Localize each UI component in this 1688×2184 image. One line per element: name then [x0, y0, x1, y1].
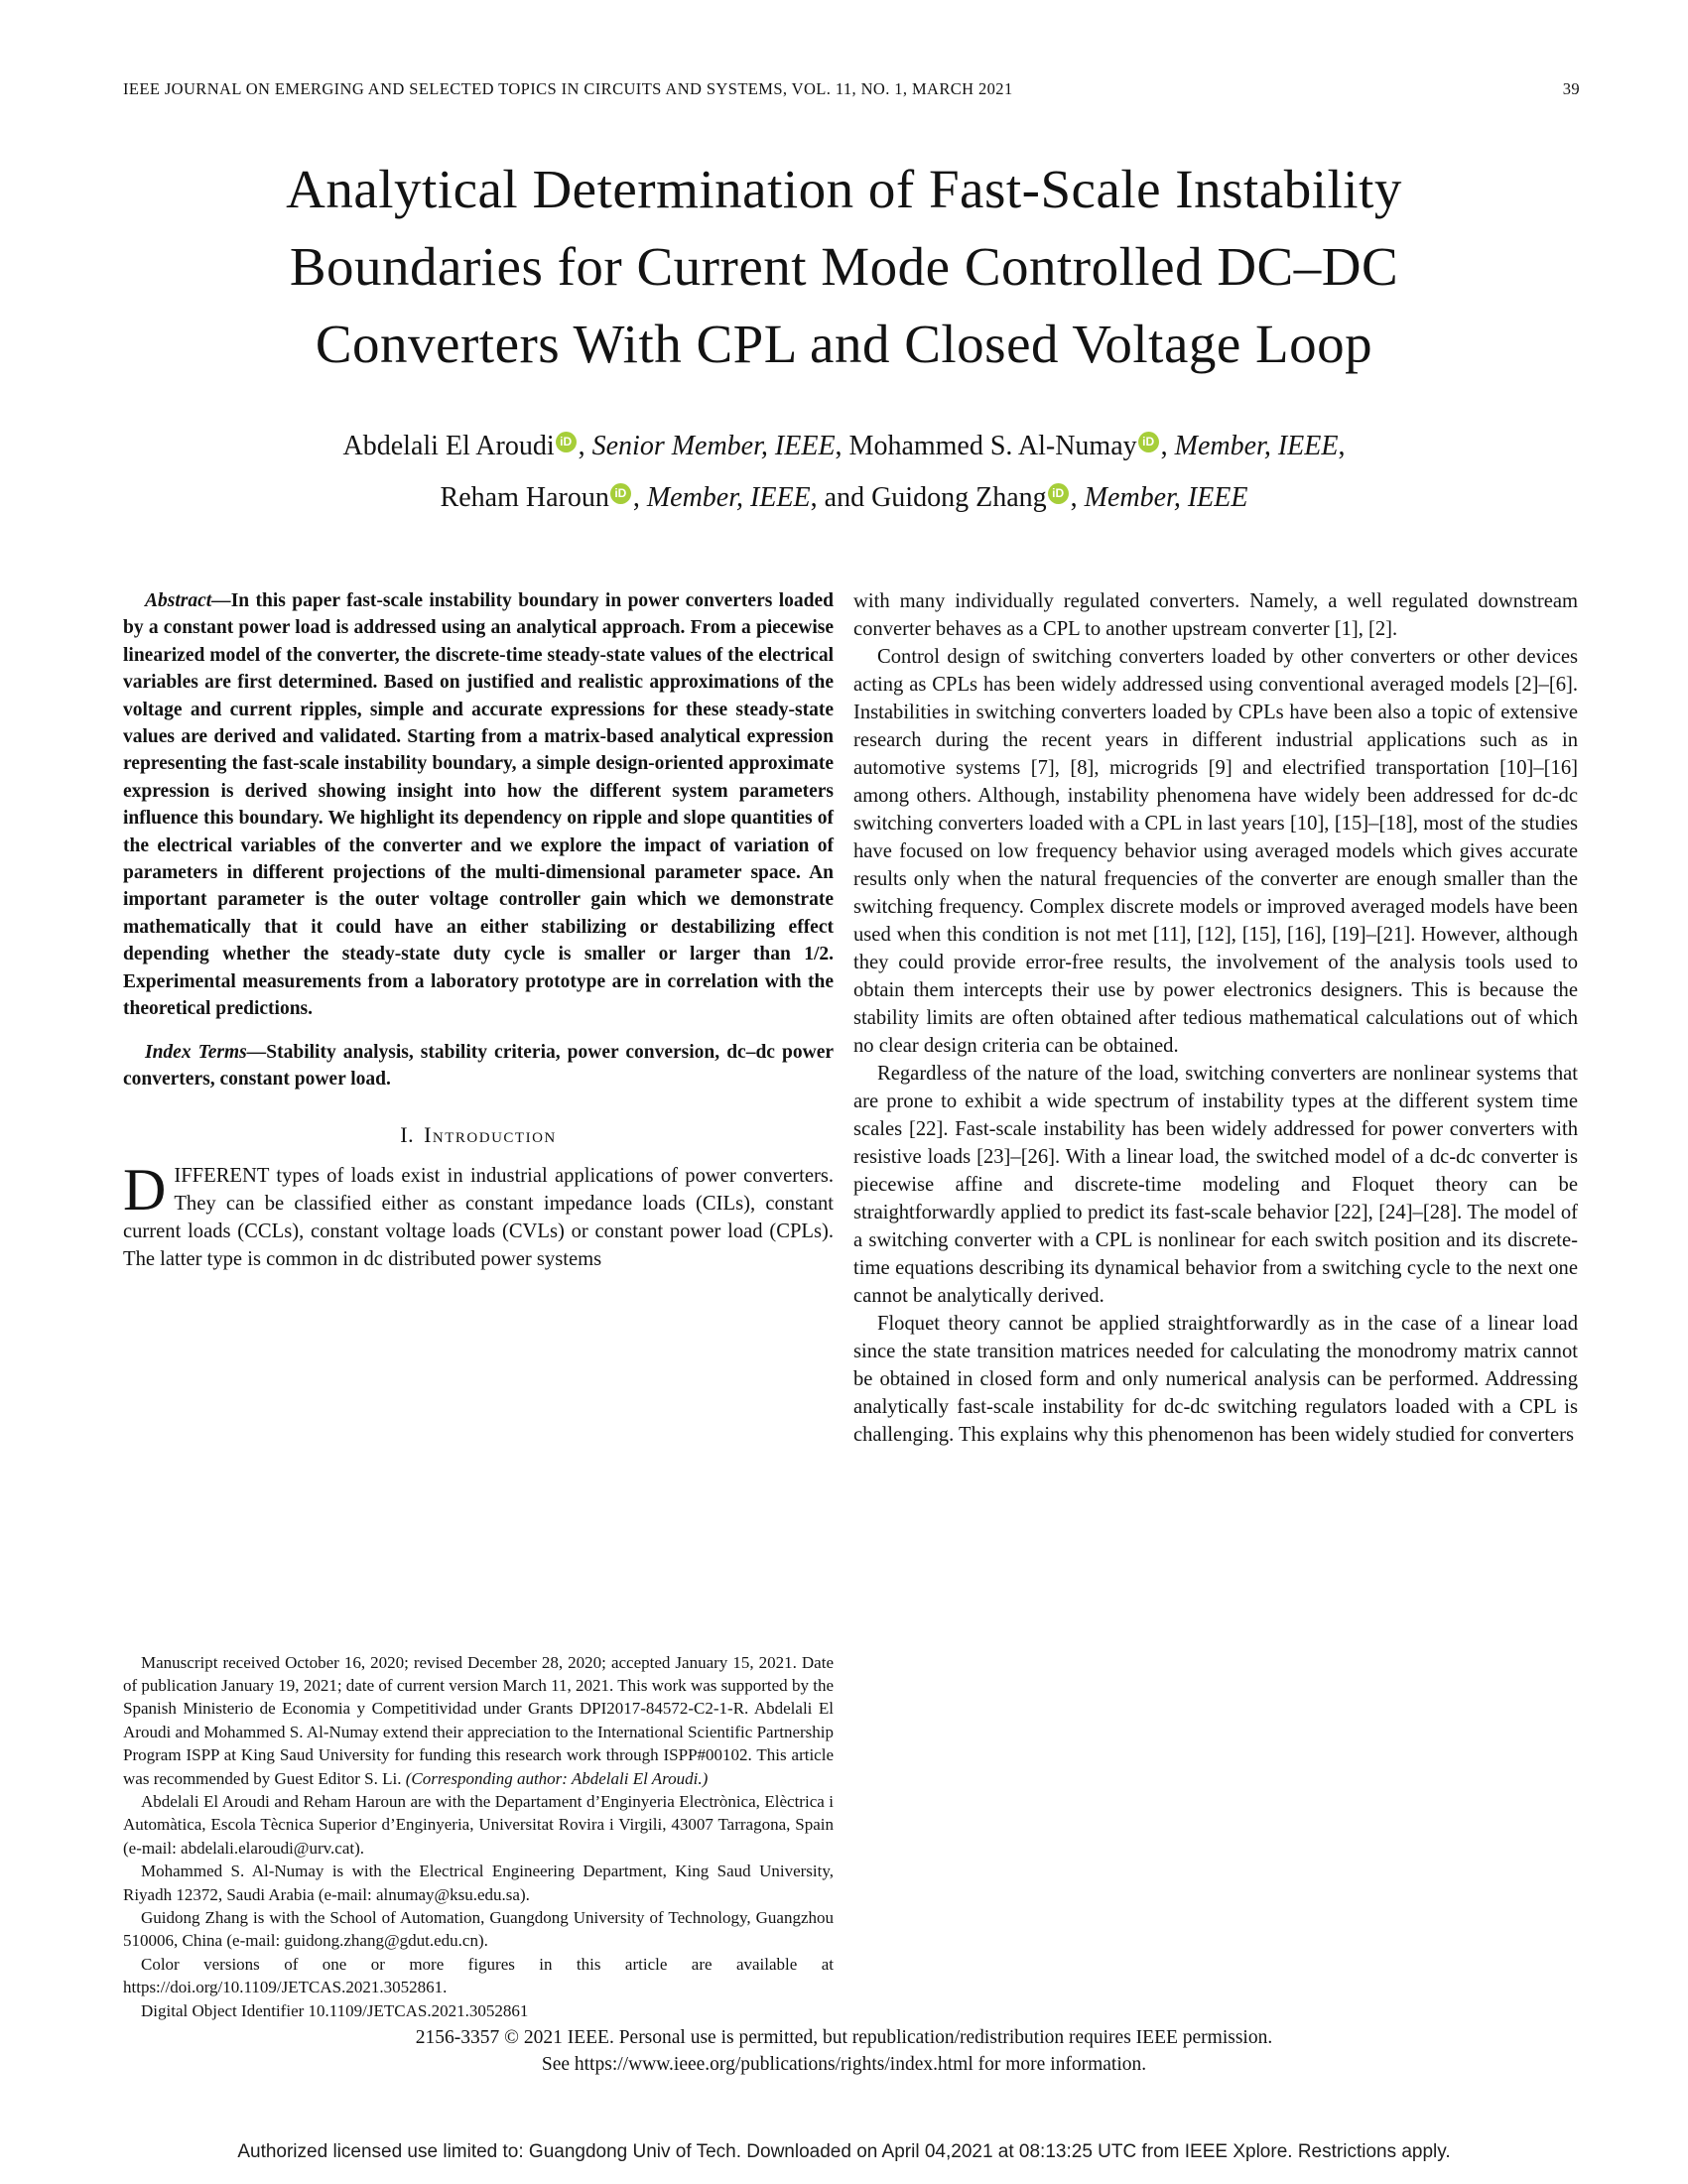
- author-role: Member, IEEE: [1174, 431, 1339, 461]
- running-head: [123, 79, 1580, 99]
- body-paragraph: Regardless of the nature of the load, switching converters are nonlinear systems that are prone to exhibit a wide spectrum of instability types at the different system time scales [22]. Fast-scale instability has been widely addressed for power converters with resistive loads [23]–[26]. With a linear load, the switched model of a dc-dc converter is piecewise affine and discrete-time modeling and Floquet theory can be straightforwardly applied to predict its fast-scale behavior [22], [24]–[28]. The model of a switching converter with a CPL is nonlinear for each switch position and its discrete-time equations describing its dynamical behavior from a switching cycle to the next one cannot be analytically derived.: [853, 1063, 1578, 1307]
- author-role: Senior Member, IEEE: [591, 431, 836, 461]
- author-separator: ,: [1160, 431, 1175, 461]
- author-separator: ,: [1070, 482, 1085, 513]
- body-paragraph: Control design of switching converters loaded by other converters or other devices acting as CPLs has been widely addressed using conventional averaged models [2]–[6]. Instabilities in switching converters loaded by CPLs have been also a topic of extensive research during the recent years in different industrial applications such as in automotive systems [7], [8], microgrids [9] and electrified transportation [10]–[16] among others. Although, instability phenomena have widely been addressed for dc-dc switching converters loaded with a CPL in last years [10], [15]–[18], most of the studies have focused on low frequency behavior using averaged models which gives accurate results only when the natural frequencies of the converter are enough smaller than the switching frequency. Complex discrete models or improved averaged models have been used when this condition is not met [11], [12], [15], [16], [19]–[21]. However, although they could provide error-free results, the involvement of the analysis tools used to obtain them intercepts their use by power electronics designers. This is because the stability limits are often obtained after tedious mathematical calculations out of which no clear design criteria can be obtained.: [853, 646, 1578, 1057]
- author-name: Reham Haroun: [440, 482, 609, 513]
- author-name: , Mohammed S. Al-Numay: [835, 431, 1137, 461]
- orcid-icon: iD: [610, 483, 631, 504]
- author-name: Abdelali El Aroudi: [342, 431, 555, 461]
- right-column: [853, 587, 1578, 1449]
- body-paragraph: Floquet theory cannot be applied straightforwardly as in the case of a linear load since the state transition matrices needed for calculating the monodromy matrix cannot be obtained in closed form and only numerical analysis can be performed. Addressing analytically fast-scale instability for dc-dc switching regulators loaded with a CPL is challenging. This explains why this phenomenon has been widely studied for converters: [853, 1313, 1578, 1446]
- footnote-color-versions: Color versions of one or more figures in this article are available at https://doi.org/10.1109/JETCAS.2021.3052861.: [123, 1954, 834, 1997]
- section-number: I.: [400, 1122, 415, 1148]
- author-block: [0, 421, 1688, 524]
- intro-paragraph: [123, 1157, 834, 1273]
- intro-lead: IFFERENT: [174, 1165, 270, 1188]
- orcid-icon: iD: [1138, 432, 1159, 452]
- copyright-line-1: 2156-3357 © 2021 IEEE. Personal use is permitted, but republication/redistribution requires IEEE permission.: [415, 2027, 1273, 2048]
- abstract: [123, 587, 834, 1023]
- index-terms-label: Index Terms—: [145, 1041, 267, 1063]
- abstract-label: Abstract—: [145, 590, 231, 611]
- paper-title-line-3: Converters With CPL and Closed Voltage Loop: [315, 314, 1373, 374]
- orcid-icon: iD: [556, 432, 577, 452]
- footnote-manuscript: [123, 1651, 834, 1790]
- footnote-affiliation-1: Abdelali El Aroudi and Reham Haroun are with the Departament d’Enginyeria Electrònica, Elèctrica i Automàtica, Escola Tècnica Superior d’Enginyeria, Universitat Rovira i Virgili, 43007 Tarragona, Spain (e-mail: abdelali.elaroudi@urv.cat).: [123, 1791, 834, 1858]
- paper-title-line-1: Analytical Determination of Fast-Scale Instability: [286, 159, 1402, 219]
- dropcap: D: [123, 1157, 167, 1223]
- index-terms-text: Stability analysis, stability criteria, power conversion, dc–dc power converters, constant power load.: [123, 1041, 834, 1090]
- page-number: 39: [1562, 79, 1580, 98]
- author-role: Member, IEEE: [646, 482, 811, 513]
- index-terms: [123, 1039, 834, 1093]
- paper-title: [0, 151, 1688, 383]
- corresponding-author-note: (Corresponding author: Abdelali El Aroudi.): [405, 1768, 709, 1788]
- author-role: Member, IEEE: [1084, 482, 1248, 513]
- author-line-1: [0, 421, 1688, 472]
- copyright-footer: [0, 2024, 1688, 2078]
- body-paragraph: with many individually regulated converters. Namely, a well regulated downstream converter behaves as a CPL to another upstream converter [1], [2].: [853, 590, 1578, 640]
- author-separator: ,: [632, 482, 647, 513]
- footnote-doi: Digital Object Identifier 10.1109/JETCAS.2021.3052861: [141, 2000, 529, 2020]
- section-title: Introduction: [424, 1122, 557, 1148]
- author-name: , and Guidong Zhang: [810, 482, 1047, 513]
- author-separator: ,: [578, 431, 592, 461]
- footnote-text: Manuscript received October 16, 2020; revised December 28, 2020; accepted January 15, 2021. Date of publication January 19, 2021; date of current version March 11, 2021. This work was supported by the Spanish Ministerio de Economia y Competitividad under Grants DPI2017-84572-C2-1-R. Abdelali El Aroudi and Mohammed S. Al-Numay extend their appreciation to the International Scientific Partnership Program ISPP at King Saud University for funding this research work through ISPP#00102. This article was recommended by Guest Editor S. Li.: [123, 1652, 834, 1788]
- footnote-block: [123, 1651, 834, 2023]
- section-heading: [123, 1122, 834, 1148]
- author-line-2: [0, 472, 1688, 524]
- copyright-line-2: See https://www.ieee.org/publications/rights/index.html for more information.: [541, 2054, 1147, 2075]
- left-column: [123, 587, 834, 2024]
- abstract-text: In this paper fast-scale instability boundary in power converters loaded by a constant power load is addressed using an analytical approach. From a piecewise linearized model of the converter, the discrete-time steady-state values of the electrical variables are first determined. Based on justified and realistic approximations of the voltage and current ripples, simple and accurate expressions for these steady-state values are derived and validated. Starting from a matrix-based analytical expression representing the fast-scale instability boundary, a simple design-oriented approximate expression is derived showing insight into how the different system parameters influence this boundary. We highlight its dependency on ripple and slope quantities of the electrical variables of the converter and we explore the impact of variation of parameters in different projections of the multi-dimensional parameter space. An important parameter is the outer voltage controller gain which we demonstrate mathematically that it could have an either stabilizing or destabilizing effect depending whether the steady-state duty cycle is smaller or larger than 1/2. Experimental measurements from a laboratory prototype are in correlation with the theoretical predictions.: [123, 590, 834, 1020]
- intro-text: types of loads exist in industrial applications of power converters. They can be classified either as constant impedance loads (CILs), constant current loads (CCLs), constant voltage loads (CVLs) or constant power load (CPLs). The latter type is common in dc distributed power systems: [123, 1165, 834, 1271]
- author-separator: ,: [1338, 431, 1346, 461]
- journal-title: IEEE JOURNAL ON EMERGING AND SELECTED TOPICS IN CIRCUITS AND SYSTEMS, VOL. 11, NO. 1, MARCH 2021: [123, 79, 1013, 98]
- license-banner: Authorized licensed use limited to: Guangdong Univ of Tech. Downloaded on April 04,2021 at 08:13:25 UTC from IEEE Xplore. Restrictions apply.: [237, 2141, 1451, 2162]
- footnote-affiliation-2: Mohammed S. Al-Numay is with the Electrical Engineering Department, King Saud University, Riyadh 12372, Saudi Arabia (e-mail: alnumay@ksu.edu.sa).: [123, 1862, 834, 1904]
- paper-title-line-2: Boundaries for Current Mode Controlled DC–DC: [289, 236, 1399, 297]
- footnote-affiliation-3: Guidong Zhang is with the School of Automation, Guangdong University of Technology, Guangzhou 510006, China (e-mail: guidong.zhang@gdut.edu.cn).: [123, 1907, 834, 1951]
- orcid-icon: iD: [1048, 483, 1069, 504]
